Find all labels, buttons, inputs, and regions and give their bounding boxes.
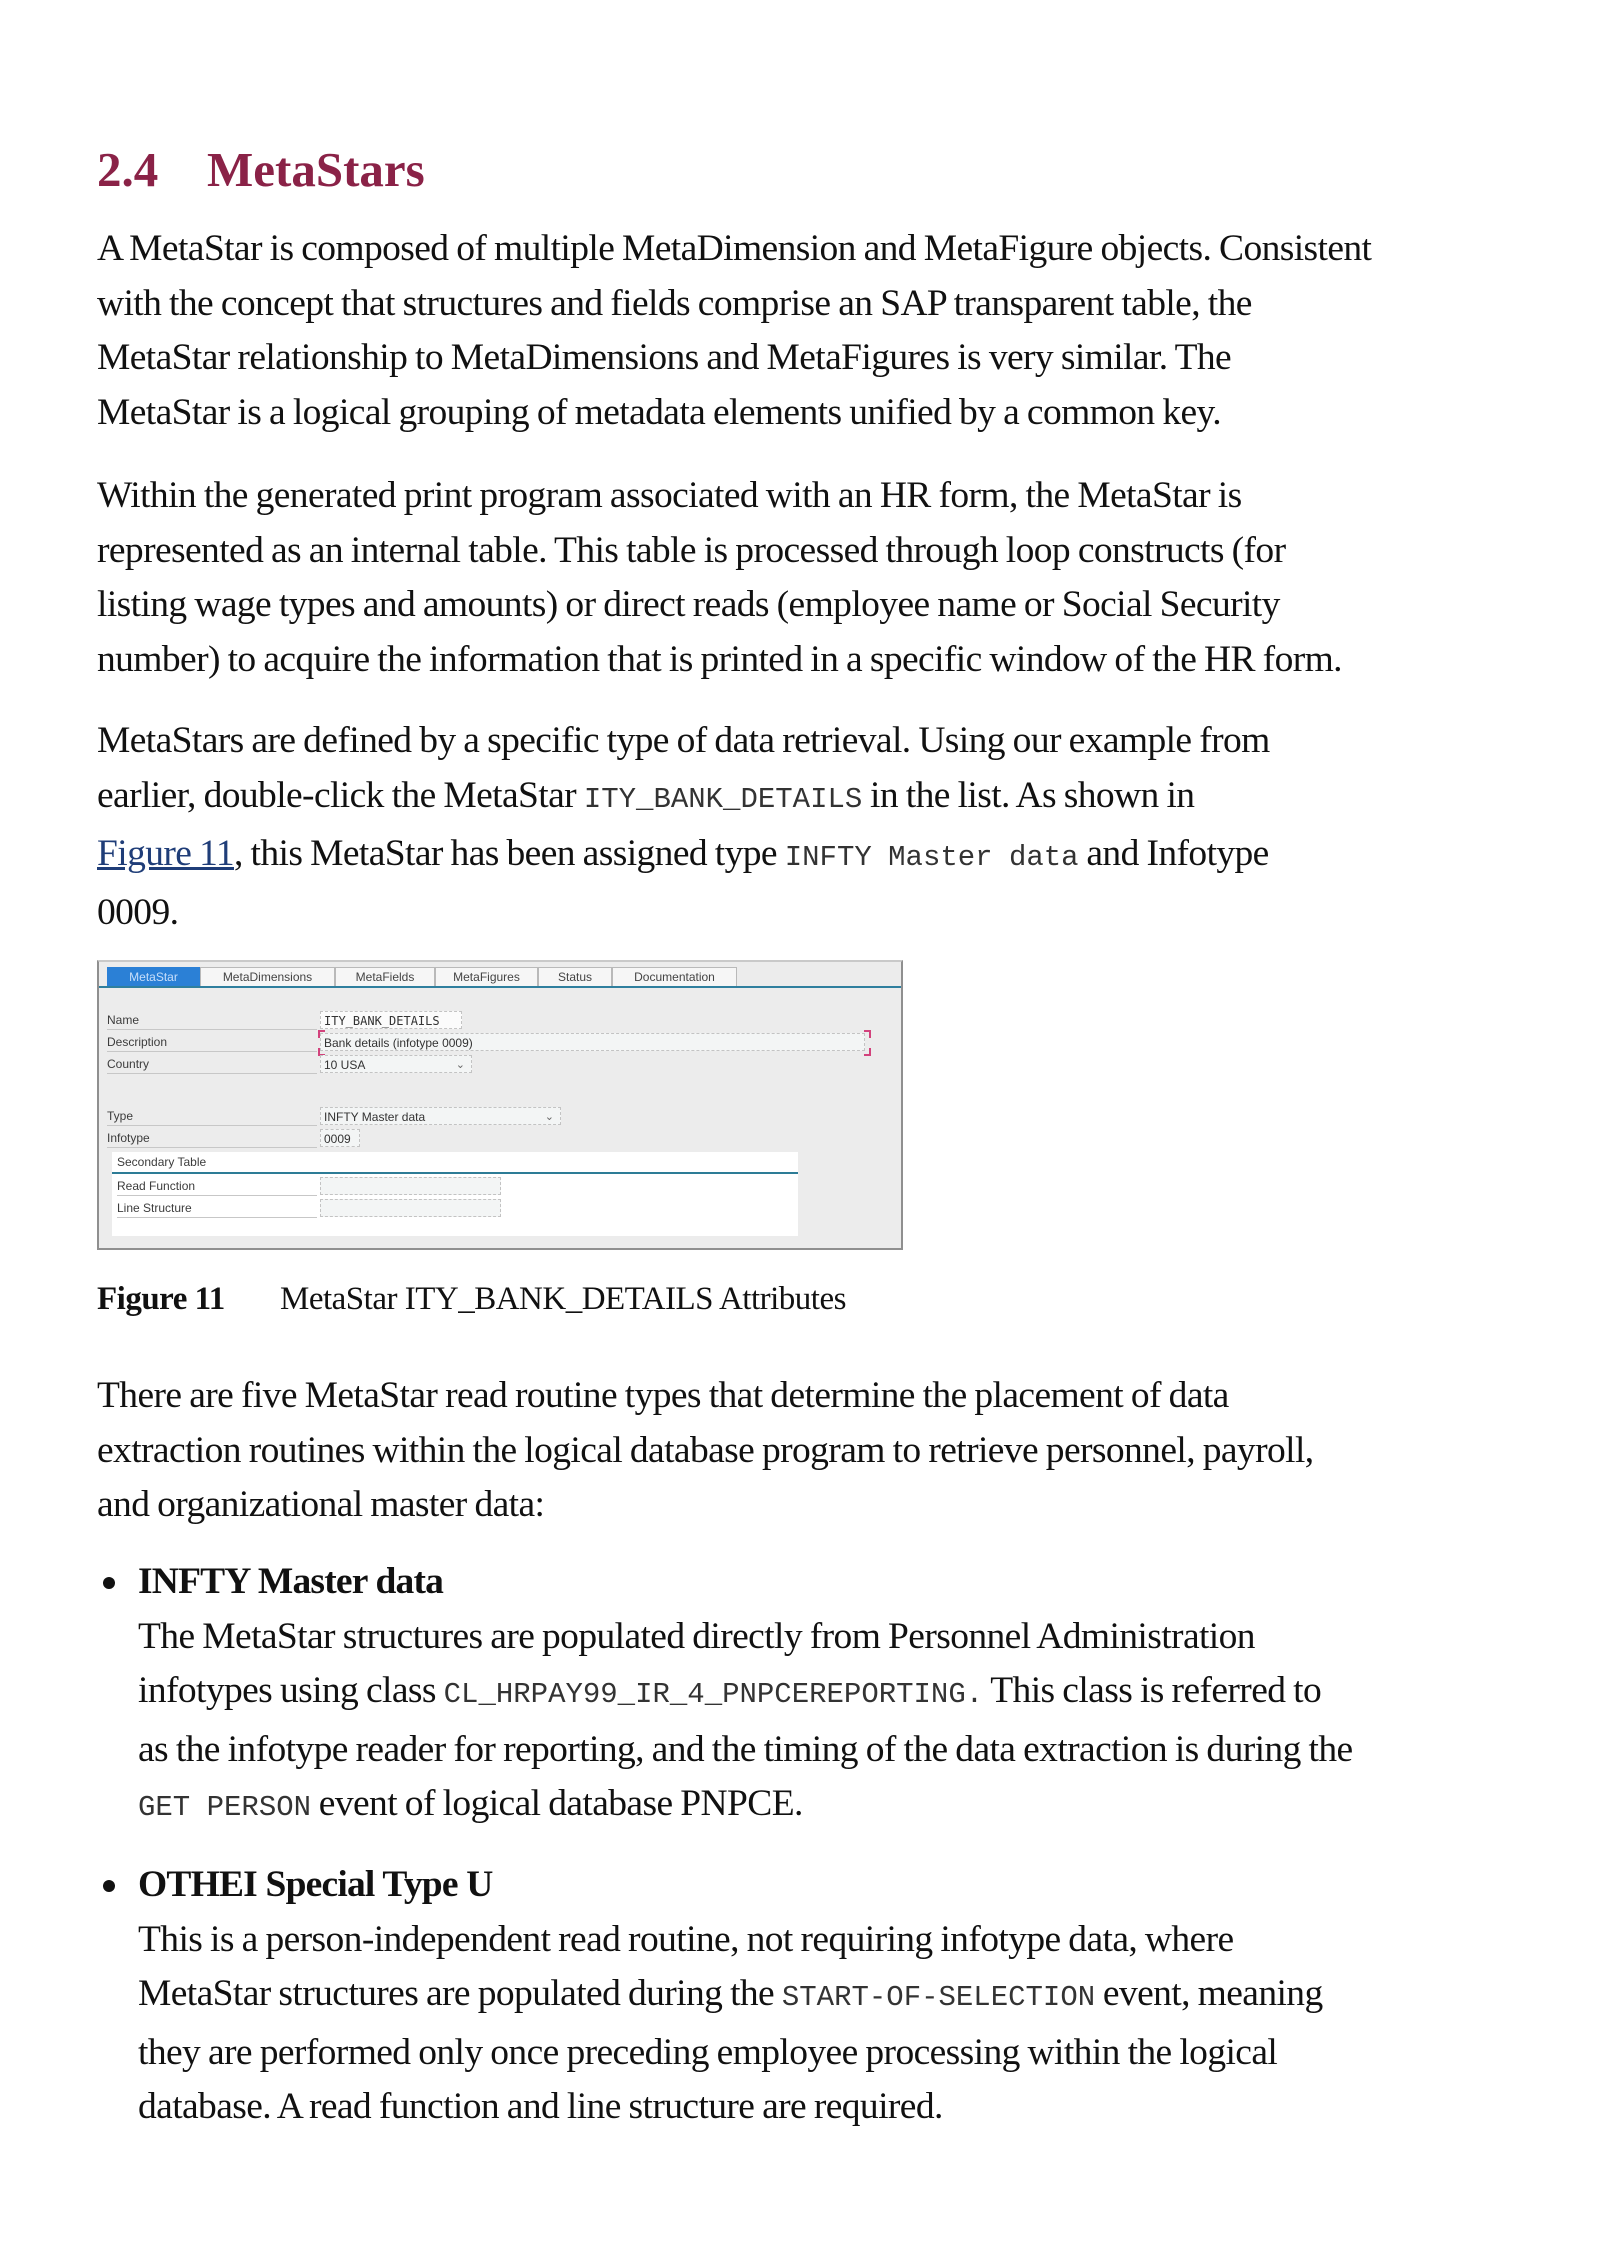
name-field[interactable]: ITY_BANK_DETAILS bbox=[320, 1011, 462, 1029]
type-label: Type bbox=[107, 1107, 317, 1126]
text-line: There are five MetaStar read routine types that determine the placement of data bbox=[97, 1375, 1229, 1416]
list-item bbox=[97, 1555, 1517, 1836]
name-label: Name bbox=[107, 1011, 317, 1030]
bullet-title: OTHEI Special Type U bbox=[138, 1863, 493, 1905]
bullet-icon bbox=[103, 1880, 115, 1892]
text-line: and organizational master data: bbox=[97, 1484, 545, 1526]
tab-strip bbox=[107, 967, 737, 987]
text-segment: This class is referred to bbox=[983, 1670, 1322, 1712]
tab-underline bbox=[99, 986, 901, 988]
description-label: Description bbox=[107, 1033, 317, 1052]
text-segment: earlier, double-click the MetaStar bbox=[97, 774, 584, 816]
text-line: listing wage types and amounts) or direct reads (employee name or Social Security bbox=[97, 584, 1280, 626]
read-function-field[interactable] bbox=[320, 1177, 501, 1195]
secondary-table-group bbox=[112, 1152, 798, 1236]
country-select[interactable] bbox=[320, 1055, 472, 1073]
chevron-down-icon[interactable]: ⌄ bbox=[544, 1111, 554, 1123]
infotype-field[interactable]: 0009 bbox=[320, 1129, 360, 1147]
text-segment: in the list. As shown in bbox=[862, 774, 1195, 816]
text-line bbox=[97, 769, 1517, 828]
infotype-label: Infotype bbox=[107, 1129, 317, 1148]
bullet-body bbox=[138, 1913, 1517, 2135]
text-segment: and Infotype bbox=[1078, 833, 1269, 875]
section-number: 2.4 bbox=[97, 142, 159, 197]
line-structure-label: Line Structure bbox=[117, 1199, 317, 1218]
code-metastar-name: ITY_BANK_DETAILS bbox=[583, 782, 863, 816]
required-bracket-icon bbox=[864, 1048, 871, 1056]
section-title: MetaStars bbox=[207, 142, 425, 197]
tab-documentation[interactable]: Documentation bbox=[612, 967, 737, 986]
figure-caption bbox=[97, 1279, 846, 1319]
text-line: they are performed only once preceding employee processing within the logical bbox=[138, 2031, 1278, 2073]
country-label: Country bbox=[107, 1055, 317, 1074]
section-heading bbox=[97, 140, 425, 200]
country-value: 10 USA bbox=[324, 1058, 366, 1072]
read-function-label: Read Function bbox=[117, 1177, 317, 1196]
text-segment: event of logical database PNPCE. bbox=[311, 1783, 803, 1825]
text-line: extraction routines within the logical database program to retrieve personnel, payroll, bbox=[97, 1429, 1314, 1471]
bullet-body bbox=[138, 1610, 1517, 1836]
figure-caption-text: MetaStar ITY_BANK_DETAILS Attributes bbox=[280, 1281, 846, 1317]
code-type-value: INFTY Master data bbox=[784, 841, 1079, 875]
text-line: MetaStar relationship to MetaDimensions and MetaFigures is very similar. The bbox=[97, 337, 1232, 379]
paragraph-read-routine-types bbox=[97, 1369, 1517, 1533]
secondary-table-divider bbox=[112, 1172, 798, 1174]
code-class-name: CL_HRPAY99_IR_4_PNPCEREPORTING. bbox=[443, 1678, 984, 1712]
secondary-table-title: Secondary Table bbox=[117, 1155, 207, 1169]
required-bracket-icon bbox=[318, 1030, 325, 1038]
chevron-down-icon[interactable]: ⌄ bbox=[455, 1059, 465, 1071]
description-field[interactable] bbox=[320, 1033, 865, 1051]
text-line: 0009. bbox=[97, 891, 179, 933]
paragraph-data-retrieval bbox=[97, 714, 1517, 940]
line-structure-field[interactable] bbox=[320, 1199, 501, 1217]
list-item bbox=[97, 1858, 1517, 2135]
text-line bbox=[138, 1777, 1517, 1836]
tab-metastar[interactable]: MetaStar bbox=[107, 967, 200, 986]
figure-number: Figure 11 bbox=[97, 1281, 225, 1317]
text-line bbox=[138, 1967, 1517, 2026]
text-line: with the concept that structures and fields comprise an SAP transparent table, the bbox=[97, 282, 1252, 324]
text-line: as the infotype reader for reporting, and the timing of the data extraction is during the bbox=[138, 1728, 1353, 1770]
bullet-icon bbox=[103, 1577, 115, 1589]
paragraph-metastar-definition bbox=[97, 222, 1517, 440]
required-bracket-icon bbox=[864, 1030, 871, 1038]
text-segment: event, meaning bbox=[1095, 1973, 1323, 2015]
text-line: MetaStar is a logical grouping of metadata elements unified by a common key. bbox=[97, 391, 1221, 433]
tab-status[interactable]: Status bbox=[538, 967, 612, 986]
description-value: Bank details (infotype 0009) bbox=[324, 1036, 473, 1050]
text-line: Within the generated print program associated with an HR form, the MetaStar is bbox=[97, 475, 1242, 516]
text-line: number) to acquire the information that is printed in a specific window of the HR form. bbox=[97, 638, 1342, 680]
bullet-title: INFTY Master data bbox=[138, 1561, 444, 1602]
text-line: This is a person-independent read routine, not requiring infotype data, where bbox=[138, 1918, 1234, 1960]
text-line: represented as an internal table. This table is processed through loop constructs (for bbox=[97, 529, 1286, 571]
figure-11-link[interactable]: Figure 11 bbox=[97, 833, 234, 875]
tab-metafigures[interactable]: MetaFigures bbox=[435, 967, 538, 986]
figure-metastar-screen bbox=[97, 960, 903, 1250]
text-segment: MetaStar structures are populated during the bbox=[138, 1973, 782, 2015]
text-line bbox=[97, 827, 1517, 886]
text-line: MetaStars are defined by a specific type of data retrieval. Using our example from bbox=[97, 720, 1270, 761]
text-line: A MetaStar is composed of multiple MetaDimension and MetaFigure objects. Consistent bbox=[97, 228, 1372, 269]
code-event-name: GET PERSON bbox=[138, 1791, 312, 1825]
paragraph-print-program bbox=[97, 469, 1517, 687]
tab-metafields[interactable]: MetaFields bbox=[335, 967, 435, 986]
type-value: INFTY Master data bbox=[324, 1110, 426, 1124]
text-segment: infotypes using class bbox=[138, 1670, 444, 1712]
tab-metadimensions[interactable]: MetaDimensions bbox=[200, 967, 335, 986]
text-line: The MetaStar structures are populated directly from Personnel Administration bbox=[138, 1615, 1255, 1657]
read-routine-list bbox=[97, 1555, 1517, 2157]
text-line bbox=[138, 1664, 1517, 1723]
code-event-name: START-OF-SELECTION bbox=[781, 1981, 1096, 2015]
type-select[interactable] bbox=[320, 1107, 561, 1125]
text-segment: , this MetaStar has been assigned type bbox=[234, 833, 785, 875]
text-line: database. A read function and line structure are required. bbox=[138, 2086, 943, 2128]
